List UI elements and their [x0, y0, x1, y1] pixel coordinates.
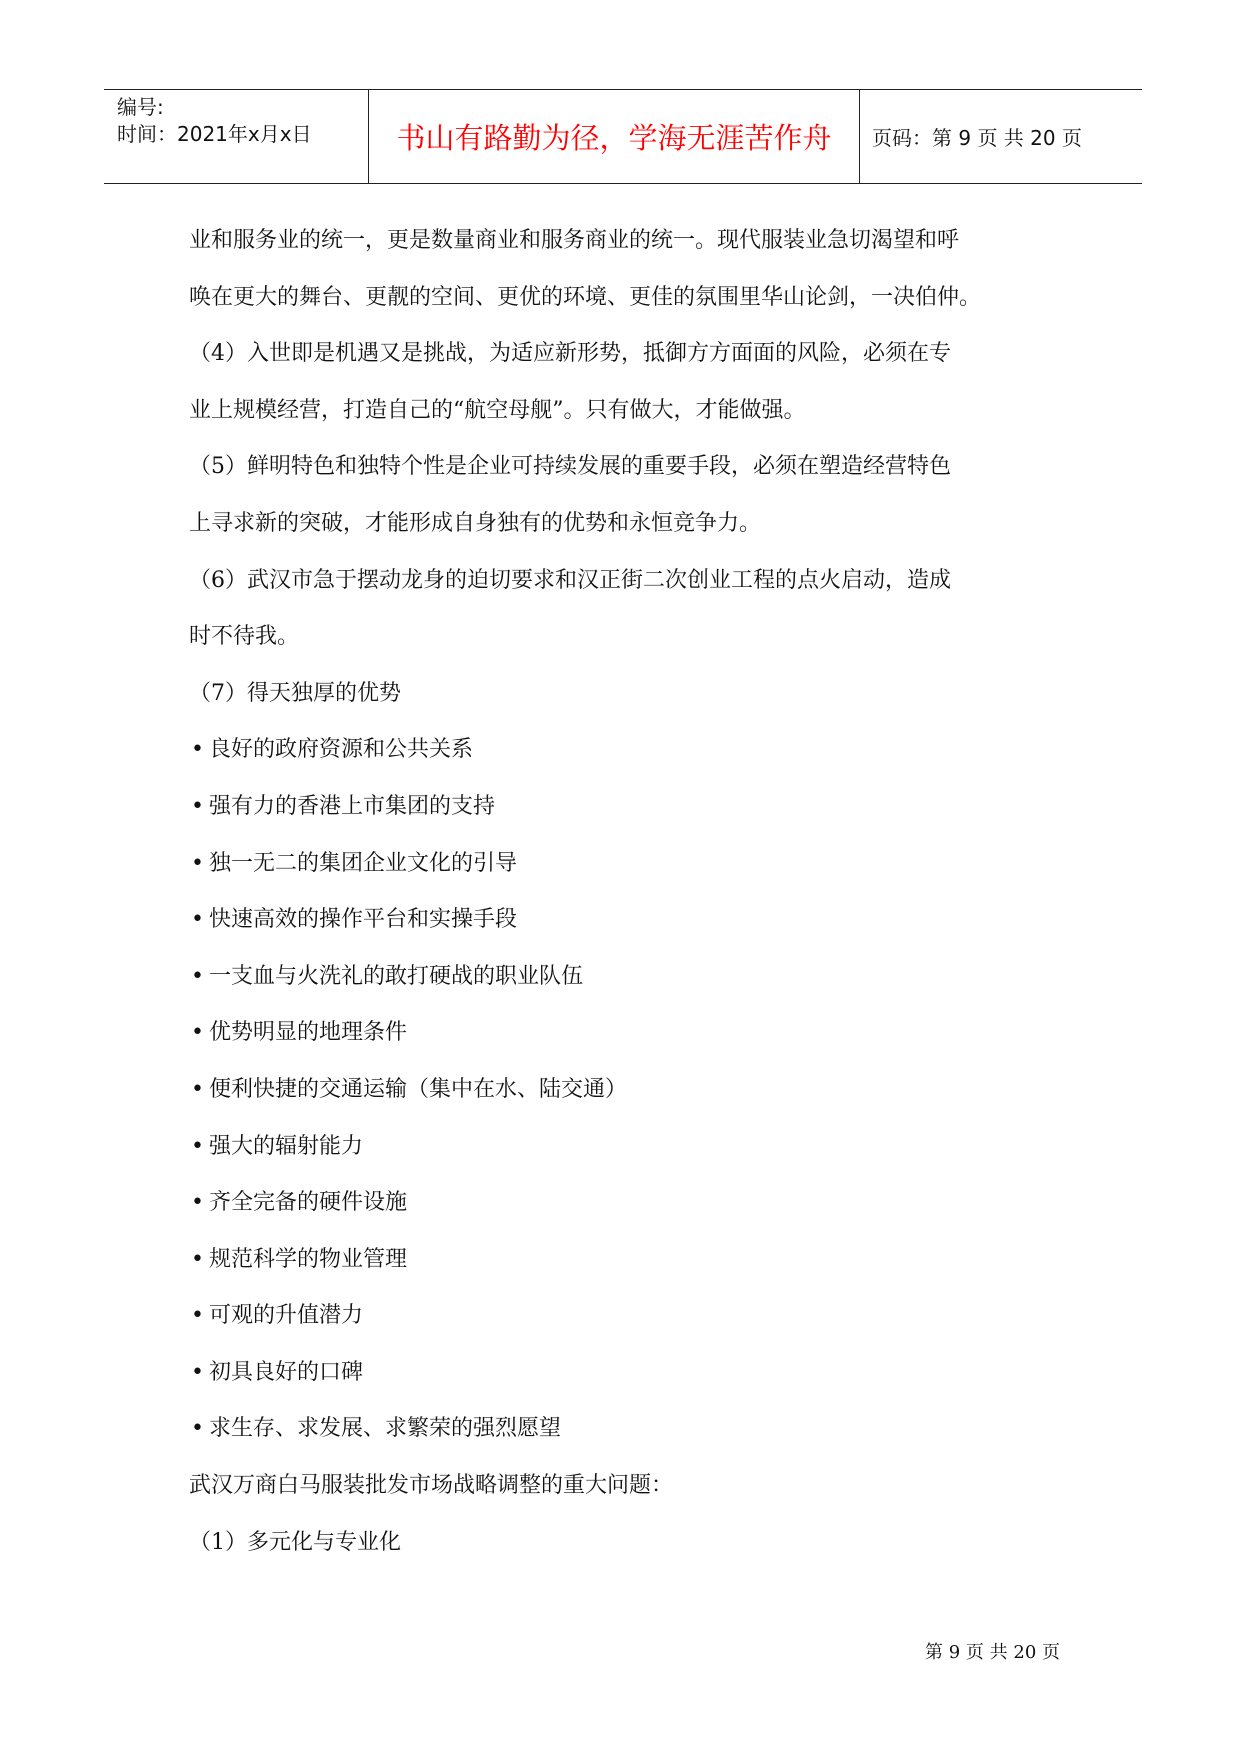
document-body	[189, 213, 1069, 1571]
bullet-marker: •	[191, 1359, 204, 1385]
bullet-text: 齐全完备的硬件设施	[209, 1190, 408, 1216]
bullet-marker: •	[191, 737, 204, 763]
paragraph-line: （5）鲜明特色和独特个性是企业可持续发展的重要手段，必须在塑造经营特色	[189, 454, 951, 480]
bullet-text: 独一无二的集团企业文化的引导	[209, 850, 518, 876]
bullet-marker: •	[191, 1133, 204, 1159]
paragraph-line: 业上规模经营，打造自己的“航空母舰”。只有做大，才能做强。	[189, 397, 806, 423]
bullet-marker: •	[191, 793, 204, 819]
bullet-text: 一支血与火洗礼的敢打硬战的职业队伍	[209, 963, 584, 989]
paragraph-line: （7）得天独厚的优势	[189, 680, 401, 706]
bullet-text: 规范科学的物业管理	[209, 1246, 408, 1272]
bullet-marker: •	[191, 907, 204, 933]
header-divider-right	[859, 90, 860, 183]
paragraph-line: 上寻求新的突破，才能形成自身独有的优势和永恒竞争力。	[189, 510, 762, 536]
bullet-item	[189, 1345, 1069, 1402]
bullet-text: 良好的政府资源和公共关系	[209, 737, 474, 763]
header-motto: 书山有路勤为径，学海无涯苦作舟	[396, 121, 832, 155]
bullet-marker: •	[191, 1020, 204, 1046]
paragraph-line: 业和服务业的统一，更是数量商业和服务商业的统一。现代服装业急切渴望和呼	[189, 228, 960, 253]
bullet-text: 便利快捷的交通运输（集中在水、陆交通）	[209, 1076, 628, 1102]
bullet-item	[189, 722, 1069, 779]
bullet-text: 可观的升值潜力	[209, 1303, 364, 1329]
document-time-label: 时间：2021年x月x日	[117, 122, 312, 146]
bullet-item	[189, 1005, 1069, 1062]
header-page-number: 页码：第 9 页 共 20 页	[872, 126, 1082, 150]
header-meta	[117, 94, 357, 148]
page-header	[104, 89, 1142, 184]
bullet-text: 初具良好的口碑	[209, 1359, 364, 1385]
bullet-item	[189, 949, 1069, 1006]
paragraph-line: （4）入世即是机遇又是挑战，为适应新形势，抵御方方面面的风险，必须在专	[189, 341, 951, 367]
paragraph-line: 唤在更大的舞台、更靓的空间、更优的环境、更佳的氛围里华山论剑，一决伯仲。	[189, 284, 982, 310]
section-heading: 武汉万商白马服装批发市场战略调整的重大问题：	[189, 1473, 674, 1499]
bullet-item	[189, 1062, 1069, 1119]
bullet-text: 求生存、求发展、求繁荣的强烈愿望	[209, 1416, 562, 1442]
document-number-label: 编号:	[117, 95, 164, 119]
bullet-item	[189, 1175, 1069, 1232]
bullet-marker: •	[191, 1416, 204, 1442]
bullet-marker: •	[191, 850, 204, 876]
bullet-item	[189, 1119, 1069, 1176]
bullet-text: 强大的辐射能力	[209, 1133, 364, 1159]
bullet-marker: •	[191, 963, 204, 989]
paragraph-line: 时不待我。	[189, 624, 300, 650]
page-footer: 第 9 页 共 20 页	[925, 1642, 1060, 1663]
bullet-item	[189, 1288, 1069, 1345]
bullet-text: 优势明显的地理条件	[209, 1020, 408, 1046]
bullet-marker: •	[191, 1303, 204, 1329]
bullet-item	[189, 1401, 1069, 1458]
paragraph-line: （6）武汉市急于摆动龙身的迫切要求和汉正街二次创业工程的点火启动，造成	[189, 567, 951, 593]
bullet-item	[189, 779, 1069, 836]
paragraph-line: （1）多元化与专业化	[189, 1529, 401, 1555]
bullet-item	[189, 836, 1069, 893]
bullet-marker: •	[191, 1076, 204, 1102]
bullet-text: 快速高效的操作平台和实操手段	[209, 907, 518, 933]
bullet-item	[189, 1232, 1069, 1289]
bullet-marker: •	[191, 1246, 204, 1272]
bullet-item	[189, 892, 1069, 949]
bullet-text: 强有力的香港上市集团的支持	[209, 793, 496, 819]
bullet-marker: •	[191, 1190, 204, 1216]
